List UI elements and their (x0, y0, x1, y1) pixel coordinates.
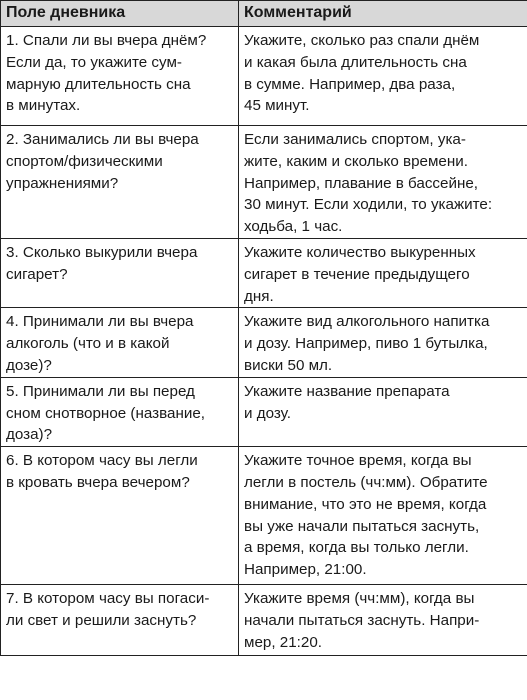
comment-text-line: Укажите вид алкогольного напитка (244, 313, 490, 331)
comment-text-line: в сумме. Например, два раза, (244, 75, 456, 93)
comment-text-line: виски 50 мл. (244, 356, 333, 374)
comment-text-line: Если занимались спортом, ука- (244, 131, 466, 148)
field-cell (1, 126, 239, 239)
field-cell (1, 27, 239, 126)
comment-text-line: и дозу. Например, пиво 1 бутылка, (244, 335, 488, 353)
field-text-line: Если да, то укажите сум- (6, 53, 182, 71)
field-text-line: алкоголь (что и в какой (6, 335, 170, 353)
field-text-line: 3. Сколько выкурили вчера (6, 243, 198, 261)
comment-text-line: 45 минут. (244, 97, 310, 115)
comment-text-line: Укажите, сколько раз спали днём (244, 32, 480, 49)
comment-cell (239, 585, 527, 656)
comment-text-line: внимание, что это не время, когда (244, 495, 487, 513)
field-text-line: сном снотворное (название, (6, 404, 205, 422)
comment-text-line: 30 минут. Если ходили, то укажите: (244, 196, 493, 214)
field-text-line: упражнениями? (6, 174, 119, 192)
comment-text-line: Например, 21:00. (244, 561, 367, 579)
field-text-line: 2. Занимались ли вы вчера (6, 131, 199, 148)
comment-text-line: Например, плавание в бассейне, (244, 174, 479, 192)
comment-cell (239, 27, 527, 126)
field-text-line: доза)? (6, 426, 53, 444)
field-cell (1, 585, 239, 656)
comment-text-line: начали пытаться заснуть. Напри- (244, 611, 480, 629)
comment-text-line: Укажите время (чч:мм), когда вы (244, 590, 475, 608)
comment-cell (239, 238, 527, 307)
comment-text-line: жите, каким и сколько времени. (244, 152, 468, 170)
field-text-line: 1. Спали ли вы вчера днём? (6, 32, 207, 49)
field-text-line: в кровать вчера вечером? (6, 473, 190, 491)
table-row (1, 27, 527, 126)
comment-text-line: а время, когда вы только легли. (244, 539, 469, 557)
comment-text-line: сигарет в течение предыдущего (244, 265, 470, 283)
comment-cell (239, 447, 527, 585)
comment-text-line: ходьба, 1 час. (244, 218, 343, 236)
table-row (1, 447, 527, 585)
header-comment: Комментарий (239, 1, 527, 27)
header-field: Поле дневника (1, 1, 239, 27)
comment-text-line: и дозу. (244, 404, 291, 422)
table-row (1, 238, 527, 307)
field-cell (1, 377, 239, 446)
comment-text-line: Укажите название препарата (244, 382, 450, 400)
field-text-line: сигарет? (6, 265, 68, 283)
comment-text-line: легли в постель (чч:мм). Обратите (244, 473, 488, 491)
field-cell (1, 238, 239, 307)
field-cell (1, 308, 239, 377)
field-text-line: дозе)? (6, 356, 52, 374)
field-text-line: 5. Принимали ли вы перед (6, 382, 195, 400)
comment-text-line: и какая была длительность сна (244, 53, 467, 71)
table-row (1, 126, 527, 239)
comment-text-line: мер, 21:20. (244, 633, 322, 651)
field-cell (1, 447, 239, 585)
header-row (1, 1, 527, 27)
comment-cell (239, 308, 527, 377)
field-text-line: ли свет и решили заснуть? (6, 611, 197, 629)
comment-text-line: дня. (244, 287, 274, 305)
field-text-line: спортом/физическими (6, 152, 163, 170)
field-text-line: в минутах. (6, 97, 81, 115)
comment-cell (239, 126, 527, 239)
field-text-line: 6. В котором часу вы легли (6, 452, 198, 470)
field-text-line: 7. В котором часу вы погаси- (6, 590, 210, 608)
comment-text-line: Укажите количество выкуренных (244, 243, 476, 261)
comment-cell (239, 377, 527, 446)
field-text-line: марную длительность сна (6, 75, 191, 93)
field-text-line: 4. Принимали ли вы вчера (6, 313, 194, 331)
table-row (1, 308, 527, 377)
table-row (1, 585, 527, 656)
table-row (1, 377, 527, 446)
comment-text-line: Укажите точное время, когда вы (244, 452, 472, 470)
comment-text-line: вы уже начали пытаться заснуть, (244, 517, 480, 535)
